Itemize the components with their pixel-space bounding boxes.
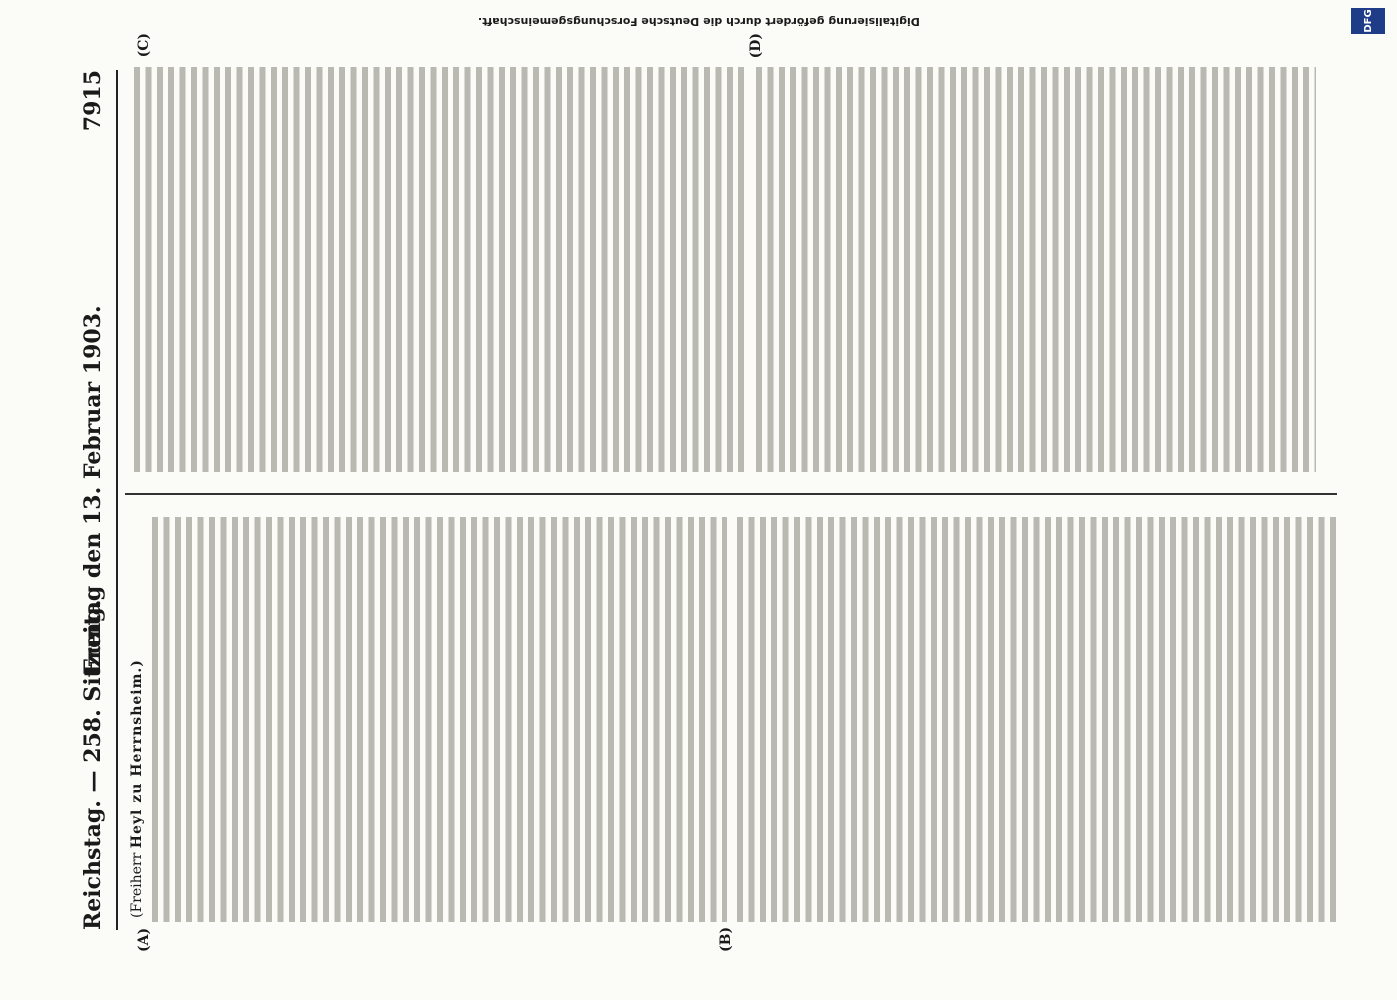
running-head-date: Freitag den 13. Februar 1903. <box>80 305 106 675</box>
header-rule <box>116 70 118 930</box>
text-placeholder-right-bottom <box>756 67 1316 472</box>
margin-marker-b: (B) <box>718 926 734 952</box>
funding-note: Digitalisierung gefördert durch die Deutsche Forschungsgemeinschaft. <box>477 15 920 29</box>
text-placeholder-left-bottom <box>737 517 1337 922</box>
margin-marker-d: (D) <box>748 33 764 59</box>
speaker-line <box>128 517 146 922</box>
running-head-left: Reichstag. — 258. Sitzung. <box>80 599 106 930</box>
column-divider <box>125 493 1337 495</box>
funding-strip <box>0 8 1397 36</box>
margin-marker-a: (A) <box>136 927 152 952</box>
left-column <box>128 517 1337 952</box>
page-number: 7915 <box>80 70 106 132</box>
text-placeholder-left-top <box>152 517 727 922</box>
speaker-name: Heyl zu Herrnsheim.) <box>129 659 145 849</box>
right-column <box>128 33 1337 472</box>
speaker-prefix: (Freiherr <box>129 852 145 918</box>
text-placeholder-right-top <box>134 67 746 472</box>
margin-marker-c: (C) <box>136 33 152 58</box>
dfg-logo: DFG <box>1351 8 1385 34</box>
